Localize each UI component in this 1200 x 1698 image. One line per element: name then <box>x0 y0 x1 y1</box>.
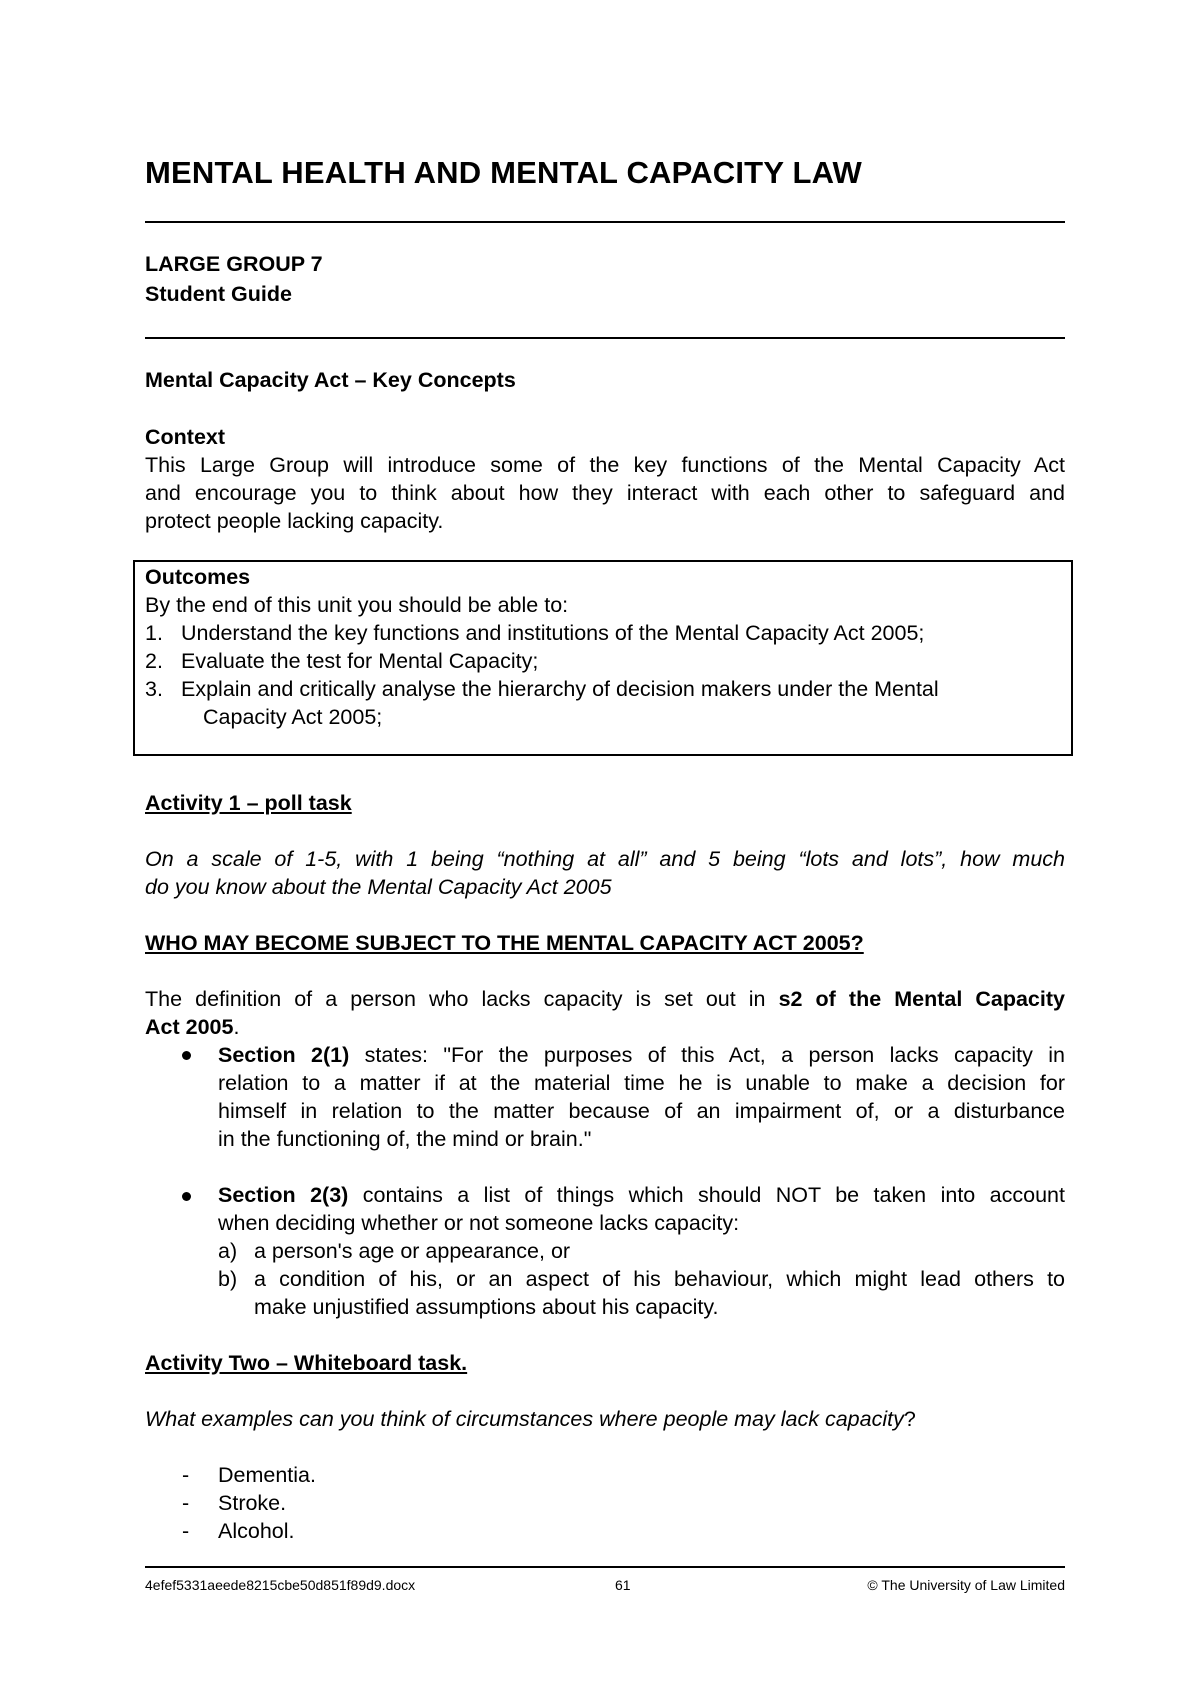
section-2-1-line: in the functioning of, the mind or brain." <box>218 1127 592 1151</box>
document-title: MENTAL HEALTH AND MENTAL CAPACITY LAW <box>145 155 862 190</box>
sub-item-text: a condition of his, or an aspect of his behaviour, which might lead others to <box>254 1267 1065 1291</box>
context-heading: Context <box>145 425 226 449</box>
outcome-text: Explain and critically analyse the hierarchy of decision makers under the Mental <box>181 677 939 701</box>
outcome-continuation: Capacity Act 2005; <box>203 705 383 729</box>
outcomes-intro: By the end of this unit you should be able to: <box>145 593 569 617</box>
definition-reference: s2 of the Mental Capacity <box>778 987 1065 1011</box>
section-2-1-line <box>218 1041 1065 1069</box>
definition-text: . <box>233 1015 240 1039</box>
activity1-question: On a scale of 1-5, with 1 being “nothing at all” and 5 being “lots and lots”, how much <box>145 847 1065 871</box>
sub-item-mark: b) <box>218 1267 238 1291</box>
sub-item-text: a person's age or appearance, or <box>254 1239 571 1263</box>
definition-line <box>145 985 1065 1013</box>
footer-filename: 4efef5331aeede8215cbe50d851f89d9.docx <box>145 1577 416 1593</box>
context-line: and encourage you to think about how they interact with each other to safeguard and <box>145 481 1065 505</box>
definition-text: The definition of a person who lacks capacity is set out in <box>145 987 779 1011</box>
outcome-text: Understand the key functions and institutions of the Mental Capacity Act 2005; <box>181 621 925 645</box>
sub-item <box>218 1265 237 1293</box>
section-2-1-line: himself in relation to the matter because of an impairment of, or a disturbance <box>218 1099 1065 1123</box>
footer-divider <box>145 1566 1065 1568</box>
activity2-question <box>145 1405 916 1433</box>
dash-marker: - <box>182 1519 190 1543</box>
activity1-question: do you know about the Mental Capacity Act 2005 <box>145 875 612 899</box>
group-label: LARGE GROUP 7 <box>145 252 323 276</box>
section-2-3-line: when deciding whether or not someone lacks capacity: <box>218 1211 740 1235</box>
divider <box>145 337 1065 339</box>
activity2-question-mark: ? <box>903 1407 916 1431</box>
guide-label: Student Guide <box>145 282 292 306</box>
section-label: Section 2(1) <box>218 1043 350 1067</box>
sub-item-mark: a) <box>218 1239 238 1263</box>
section-text: states: "For the purposes of this Act, a person lacks capacity in <box>349 1043 1065 1067</box>
sub-item <box>218 1237 237 1265</box>
who-heading: WHO MAY BECOME SUBJECT TO THE MENTAL CAPACITY ACT 2005? <box>145 931 864 955</box>
activity2-question-text: What examples can you think of circumstances where people may lack capacity <box>145 1407 904 1431</box>
activity1-heading: Activity 1 – poll task <box>145 791 352 815</box>
dash-marker: - <box>182 1491 190 1515</box>
list-item-text: Dementia. <box>218 1463 316 1487</box>
bullet-icon <box>182 1192 191 1201</box>
section-text: contains a list of things which should NOT be taken into account <box>348 1183 1065 1207</box>
list-item-text: Alcohol. <box>218 1519 295 1543</box>
outcome-text: Evaluate the test for Mental Capacity; <box>181 649 539 673</box>
context-line: This Large Group will introduce some of the key functions of the Mental Capacity Act <box>145 453 1065 477</box>
outcome-number: 1. <box>145 621 163 645</box>
bullet-icon <box>182 1051 191 1060</box>
divider <box>145 221 1065 223</box>
definition-line <box>145 1013 239 1041</box>
footer-copyright: © The University of Law Limited <box>867 1577 1065 1593</box>
outcome-number: 3. <box>145 677 163 701</box>
list-item-text: Stroke. <box>218 1491 287 1515</box>
section-2-1-line: relation to a matter if at the material time he is unable to make a decision for <box>218 1071 1065 1095</box>
section-2-3-line <box>218 1181 1065 1209</box>
definition-reference: Act 2005 <box>145 1015 234 1039</box>
dash-marker: - <box>182 1463 190 1487</box>
activity2-heading: Activity Two – Whiteboard task. <box>145 1351 468 1375</box>
outcome-number: 2. <box>145 649 163 673</box>
context-line: protect people lacking capacity. <box>145 509 444 533</box>
sub-item-continuation: make unjustified assumptions about his capacity. <box>254 1295 719 1319</box>
footer-page-number: 61 <box>615 1577 631 1593</box>
topic-heading: Mental Capacity Act – Key Concepts <box>145 368 516 392</box>
outcomes-heading: Outcomes <box>145 565 251 589</box>
section-label: Section 2(3) <box>218 1183 349 1207</box>
